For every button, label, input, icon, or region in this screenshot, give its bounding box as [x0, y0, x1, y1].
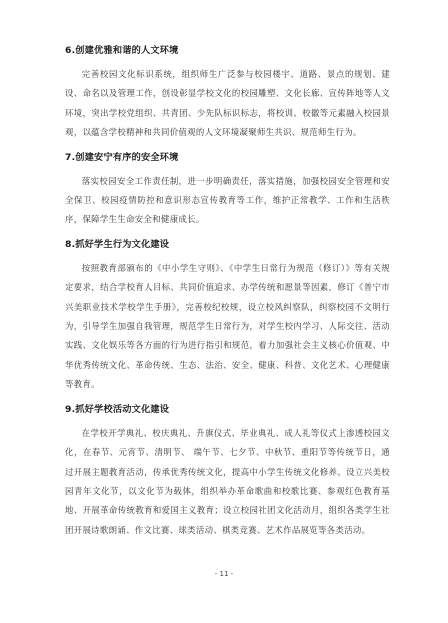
section-7: [65, 151, 390, 230]
section-heading: 9.抓好学校活动文化建设: [65, 403, 170, 415]
section-heading: 6.创建优雅和谐的人文环境: [65, 45, 179, 56]
section-paragraph: 在学校开学典礼、校庆典礼、升旗仪式、毕业典礼、成人礼等仪式上渗透校园文化，在春节、元宵节、清明节、 端午节、七夕节、中秋节、重阳节等传统节日，通过开展主题教育活动，传承优秀传统文化，提高中小学生传统文化修养。设立兴美校园青年文化节，以文化节为载体，组织举办革命歌曲和校歌比赛、参观红色教育基地、开展革命传统教育和爱国主义教育；设立校园社团文化活动月，组织各类学生社团开展诗歌朗诵、作文比赛、球类活动、棋类竞赛、艺术作品展览等各类活动。: [65, 427, 390, 535]
section-heading: 8.抓好学生行为文化建设: [65, 238, 170, 250]
section-paragraph: 完善校园文化标识系统，组织师生广泛参与校园楼宇、道路、景点的规划、建设、命名以及管理工作，创设彰显学校文化的校园雕塑、文化长廊、宣传阵地等人文环境，突出学校党组织、共青团、少先队标识标志，将校训、校徽等元素融入校园景观，以蕴含学校精神和共同价值观的人文环境凝聚师生共识、规范师生行为。: [65, 69, 390, 138]
section-paragraph: 落实校园安全工作责任制，进一步明确责任，落实措施，加强校园安全管理和安全保卫、校园疫情防控和意识形态宣传教育等工作，维护正常教学、工作和生活秩序，保障学生生命安全和健康成长。: [65, 175, 390, 225]
section-paragraph: 按照教育部颁布的《中小学生守则》、《中学生日常行为规范（修订）》等有关规定要求，结合学校育人目标、共同价值追求、办学传统和愿景等因素，修订《普宁市兴美职业技术学校学生手册》，完善校纪校规，设立校风纠察队，纠察校园不文明行为，引导学生加强自我管理，规范学生日常行为，对学生校内学习、人际交往、活动实践、文化娱乐等各方面的行为进行指引和规范，着力加强社会主义核心价值观、中华优秀传统文化、革命传统、生态、法治、安全、健康、科普、文化艺术、心理健康等教育。: [65, 262, 390, 390]
section-9: [65, 403, 390, 540]
section-8: [65, 238, 390, 395]
page-number: - 11 -: [214, 570, 234, 578]
section-heading: 7.创建安宁有序的安全环境: [65, 151, 179, 163]
section-6: [65, 44, 390, 143]
